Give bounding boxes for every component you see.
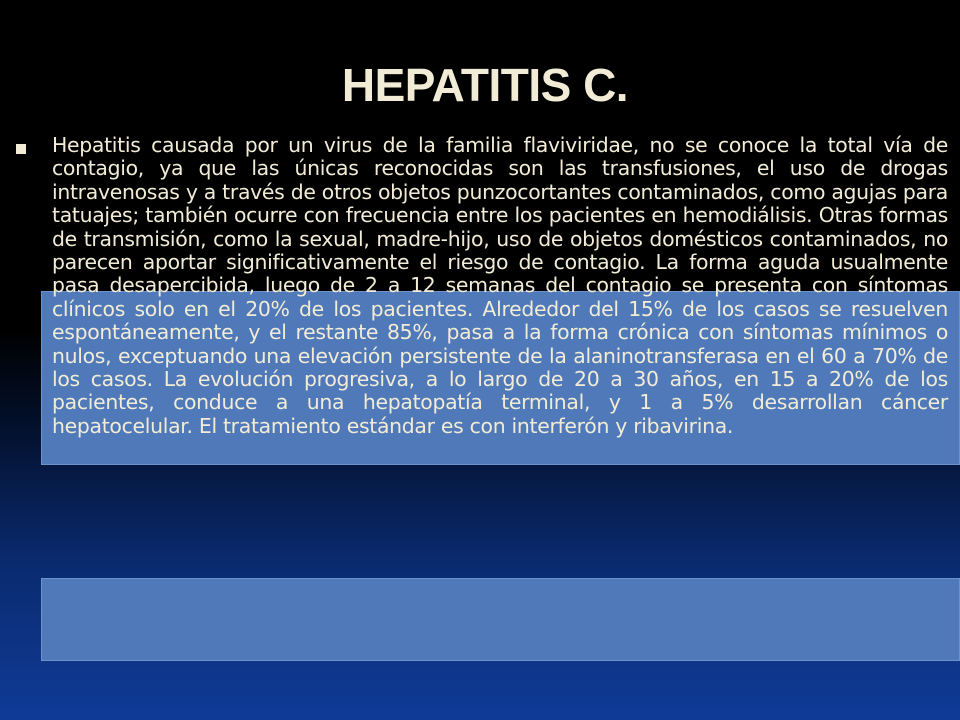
background-panel-lower xyxy=(41,578,960,661)
slide-title: HEPATITIS C. xyxy=(341,59,629,111)
bullet-square-icon xyxy=(16,144,26,154)
slide-body-paragraph: Hepatitis causada por un virus de la familia flaviviridae, no se conoce la total vía de contagio, ya que las únicas reconocidas son las transfusiones, el uso de drogas intravenosas y a través de otros objetos punzocortantes contaminados, como agujas para tatuajes; también ocurre con frecuencia entre los pacientes en hemodiálisis. Otras formas de transmisión, como la sexual, madre-hijo, uso de objetos domésticos contaminados, no parecen aportar significativamente el riesgo de contagio. La forma aguda usualmente pasa desapercibida, luego de 2 a 12 semanas del contagio se presenta con síntomas clínicos solo en el 20% de los pacientes. Alrededor del 15% de los casos se resuelven espontáneamente, y el restante 85%, pasa a la forma crónica con síntomas mínimos o nulos, exceptuando una elevación persistente de la alaninotransferasa en el 60 a 70% de los casos. La evolución progresiva, a lo largo de 20 a 30 años, en 15 a 20% de los pacientes, conduce a una hepatopatía terminal, y 1 a 5% desarrollan cáncer hepatocelular. El tratamiento estándar es con interferón y ribavirina. xyxy=(52,133,948,438)
